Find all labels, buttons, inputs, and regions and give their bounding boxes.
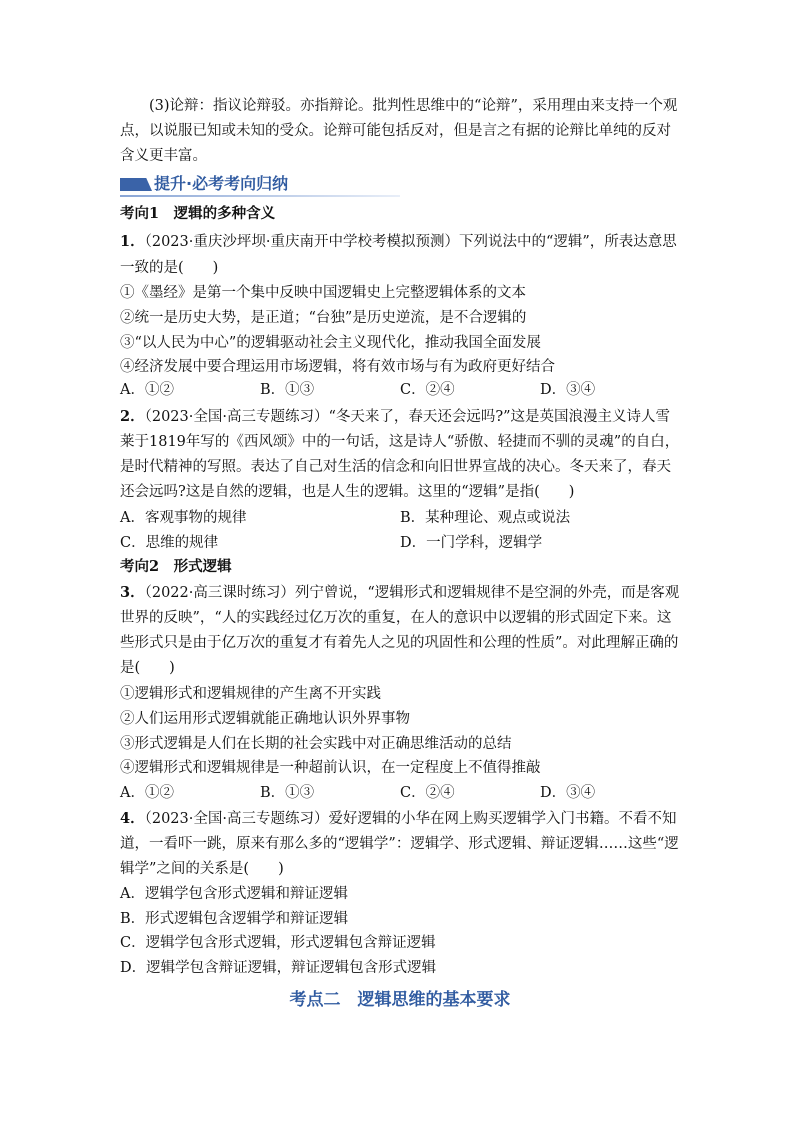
q2-options-row1 xyxy=(120,508,690,528)
q3-stem xyxy=(120,580,680,681)
q1-stem-line1 xyxy=(120,232,690,252)
q1-item: ②统一是历史大势，是正道；“台独”是历史逆流，是不合逻辑的 xyxy=(120,310,527,326)
q1-stem-line2: 一致的是( ) xyxy=(120,260,219,276)
q3-option-d: D．③④ xyxy=(540,785,596,801)
q1-item: ③“以人民为中心”的逻辑驱动社会主义现代化，推动我国全面发展 xyxy=(120,335,541,351)
q3-number: 3． xyxy=(120,584,145,601)
q4-stem xyxy=(120,806,680,882)
q2-option-d: D．一门学科，逻辑学 xyxy=(400,535,543,551)
q3-item: ③形式逻辑是人们在长期的社会实践中对正确思维活动的总结 xyxy=(120,736,512,752)
q3-option-a: A．①② xyxy=(120,785,174,801)
q1-option-d: D．③④ xyxy=(540,382,596,398)
intro-paragraph: (3)论辩：指议论辩驳。亦指辩论。批判性思维中的“论辩”，采用理由来支持一个观点，以说服已知或未知的受众。论辩可能包括反对，但是言之有据的论辩比单纯的反对含义更丰富。 xyxy=(120,98,678,164)
q2-options-row2 xyxy=(120,533,690,553)
q1-option-a: A．①② xyxy=(120,382,174,398)
q1-item: ④经济发展中要合理运用市场逻辑，将有效市场与有为政府更好结合 xyxy=(120,359,555,375)
q1-item: ①《墨经》是第一个集中反映中国逻辑史上完整逻辑体系的文本 xyxy=(120,285,526,301)
q3-item: ④逻辑形式和逻辑规律是一种超前认识，在一定程度上不值得推敲 xyxy=(120,760,541,776)
q4-stem-text: （2023·全国·高三专题练习）爱好逻辑的小华在网上购买逻辑学入门书籍。不看不知道，一看吓一跳，原来有那么多的“逻辑学”：逻辑学、形式逻辑、辩证逻辑……这些“逻辑学”之间的关系是( ) xyxy=(120,811,679,877)
banner-bar-icon xyxy=(120,178,152,191)
topic1-title: 考向1 逻辑的多种含义 xyxy=(120,205,276,222)
q4-option-d: D．逻辑学包含辩证逻辑，辩证逻辑包含形式逻辑 xyxy=(120,960,437,976)
q1-options xyxy=(120,380,690,400)
q3-item: ①逻辑形式和逻辑规律的产生离不开实践 xyxy=(120,686,381,702)
q1-option-b: B．①③ xyxy=(260,382,315,398)
q4-option-b: B．形式逻辑包含逻辑学和辩证逻辑 xyxy=(120,911,349,927)
q4-option-c: C．逻辑学包含形式逻辑，形式逻辑包含辩证逻辑 xyxy=(120,935,436,951)
section-heading: 考点二 逻辑思维的基本要求 xyxy=(289,990,511,1010)
q3-options xyxy=(120,783,690,803)
q2-option-b: B．某种理论、观点或说法 xyxy=(400,510,571,526)
q2-stem xyxy=(120,404,680,505)
q1-option-c: C．②④ xyxy=(400,382,455,398)
q3-option-b: B．①③ xyxy=(260,785,315,801)
section-banner xyxy=(120,173,400,197)
q4-number: 4． xyxy=(120,810,145,827)
q3-item: ②人们运用形式逻辑就能正确地认识外界事物 xyxy=(120,711,410,727)
q3-option-c: C．②④ xyxy=(400,785,455,801)
q3-stem-text: （2022·高三课时练习）列宁曾说，“逻辑形式和逻辑规律不是空洞的外壳，而是客观世界的反映”，“人的实践经过亿万次的重复，在人的意识中以逻辑的形式固定下来。这些形式只是由于亿万次的重复才有着先人之见的巩固性和公理的性质”。对此理解正确的是( ) xyxy=(120,585,680,676)
q1-stem-text1: （2023·重庆沙坪坝·重庆南开中学校考模拟预测）下列说法中的“逻辑”，所表达意思 xyxy=(144,234,677,250)
banner-underline xyxy=(120,195,400,197)
q2-option-a: A．客观事物的规律 xyxy=(120,510,247,526)
q2-number: 2． xyxy=(120,408,145,425)
q4-option-a: A．逻辑学包含形式逻辑和辩证逻辑 xyxy=(120,886,348,902)
banner-label: 提升·必考考向归纳 xyxy=(154,174,289,193)
q2-option-c: C．思维的规律 xyxy=(120,535,219,551)
q1-number: 1． xyxy=(120,233,145,250)
q2-stem-text: （2023·全国·高三专题练习）“冬天来了，春天还会远吗?”这是英国浪漫主义诗人雪莱于1819年写的《西风颂》中的一句话，这是诗人“骄傲、轻捷而不驯的灵魂”的自白，是时代精神的写照。表达了自己对生活的信念和向旧世界宣战的决心。冬天来了，春天还会远吗?这是自然的逻辑，也是人生的逻辑。这里的“逻辑”是指( ) xyxy=(120,409,680,500)
topic2-title: 考向2 形式逻辑 xyxy=(120,558,232,575)
